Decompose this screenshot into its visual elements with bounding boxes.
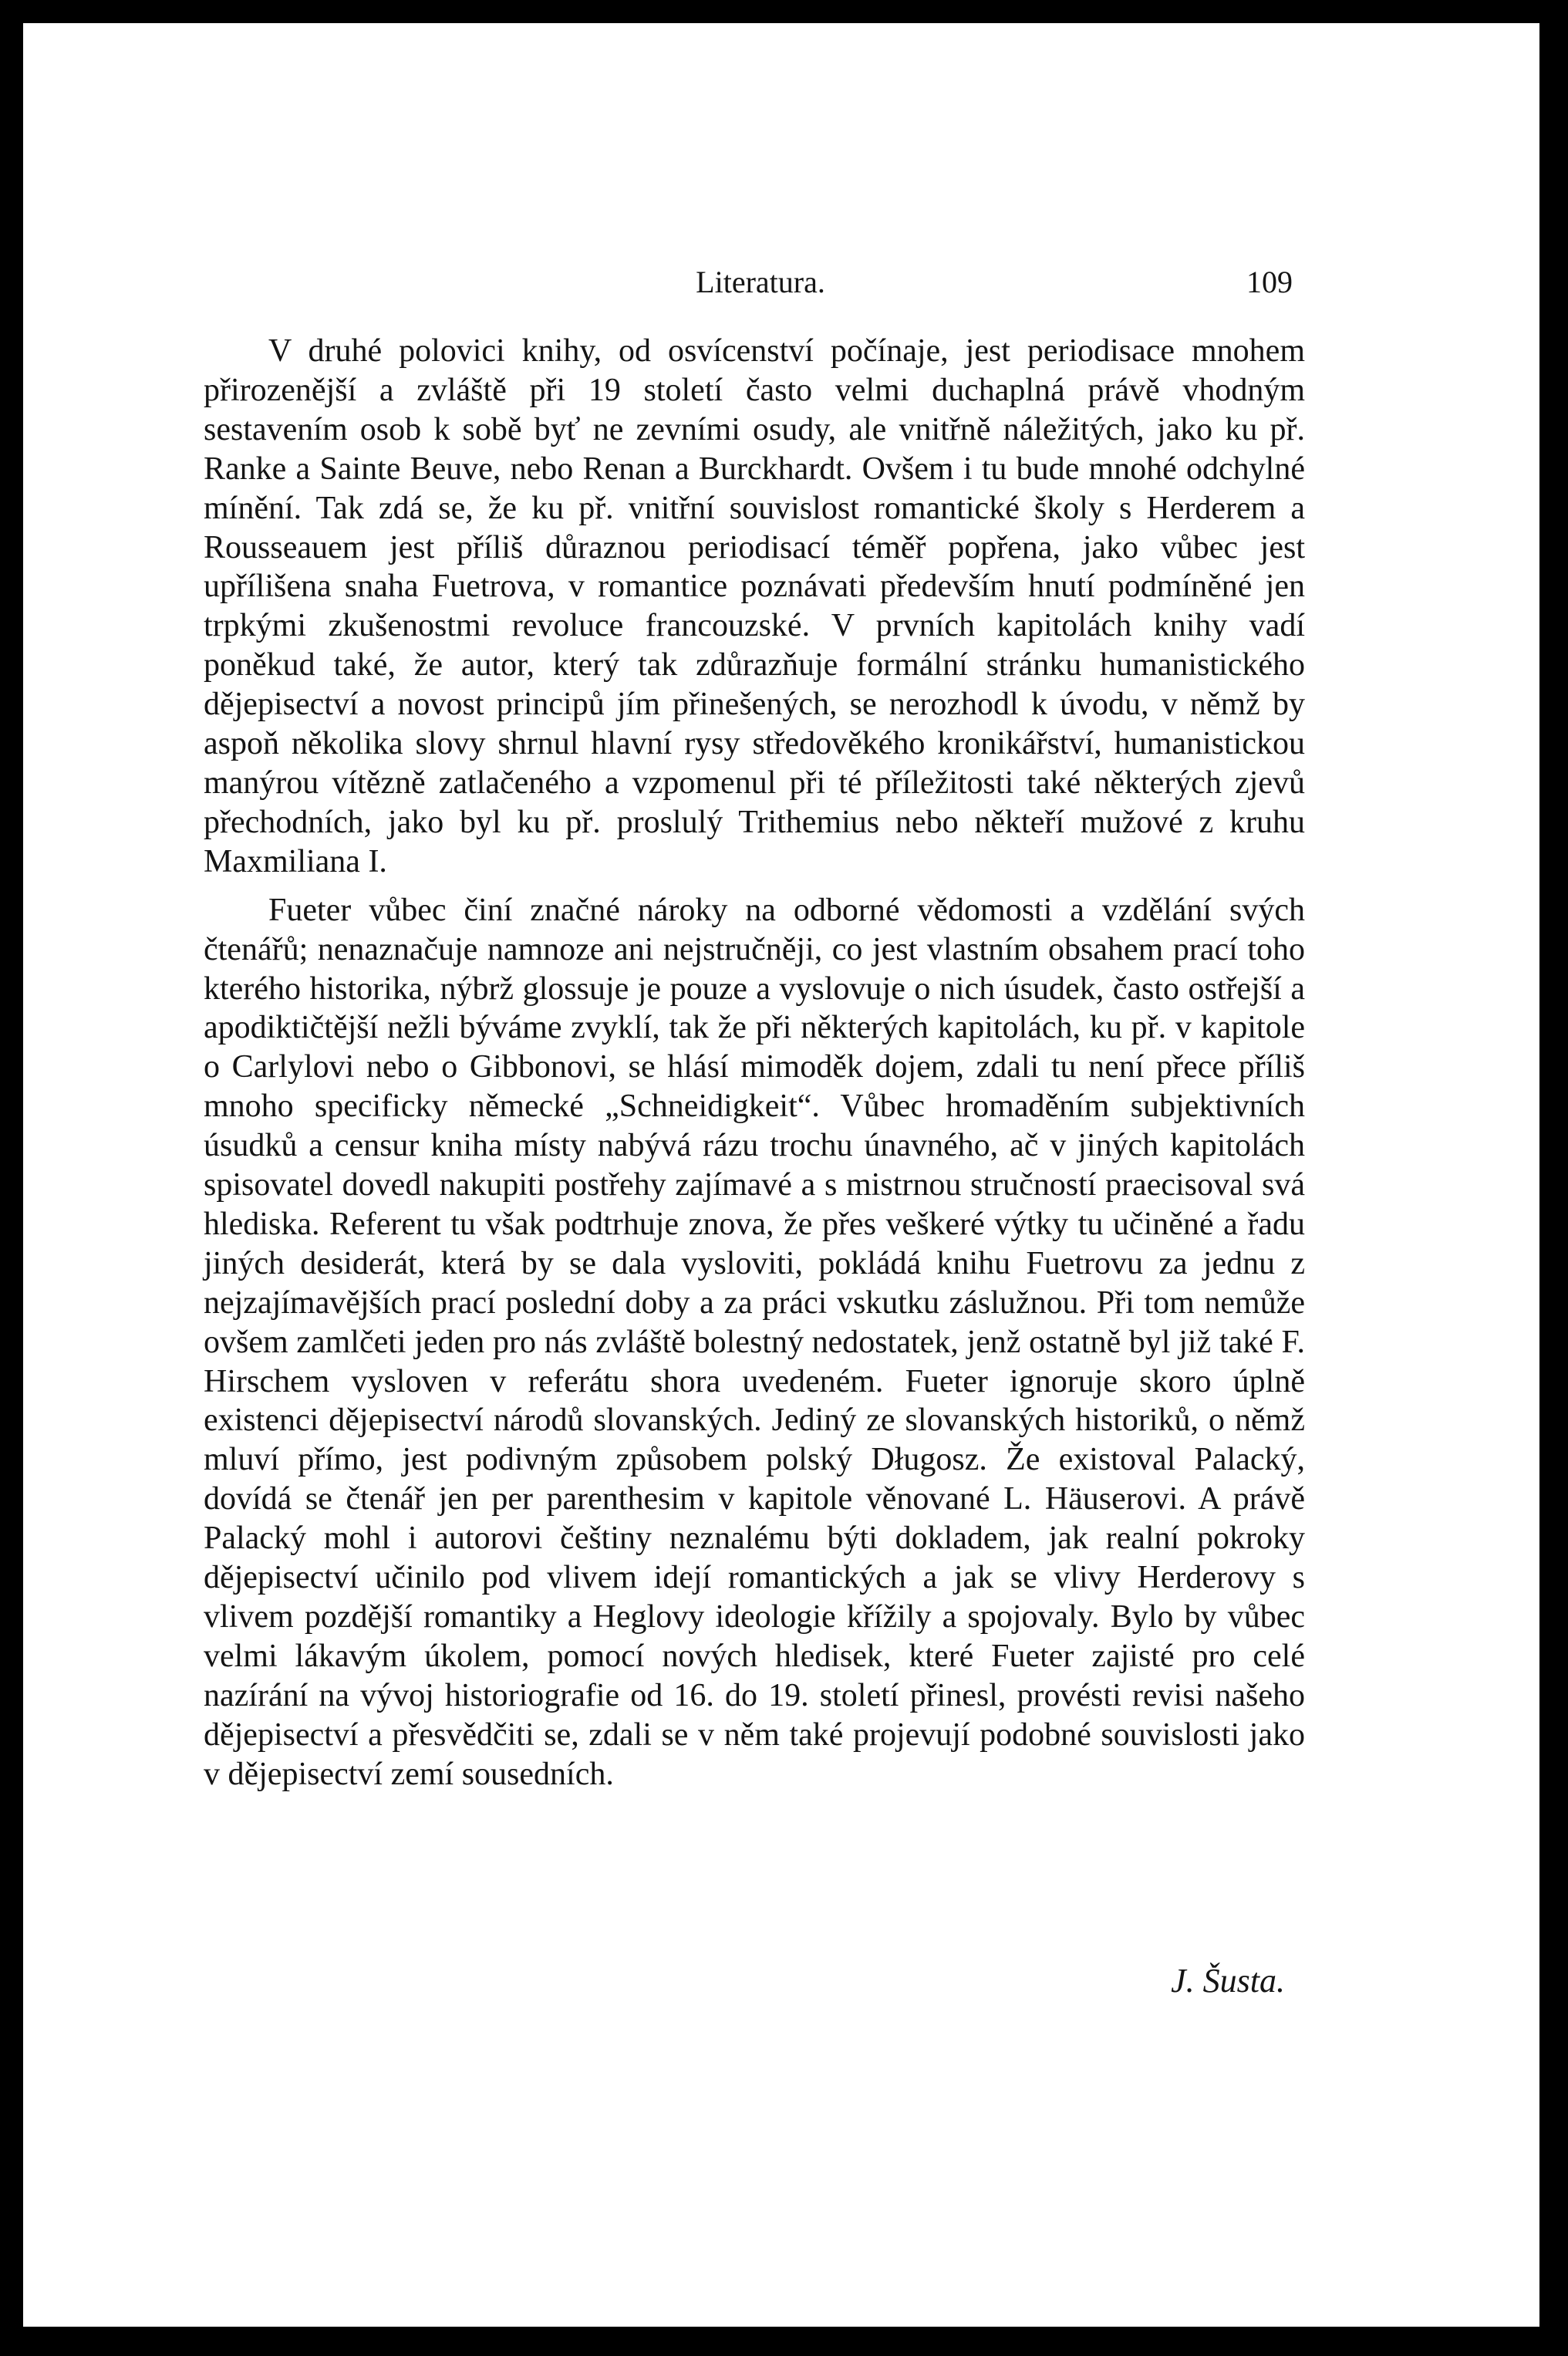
running-head: Literatura. [696, 265, 825, 299]
paragraph-2: Fueter vůbec činí značné nároky na odborné vědomosti a vzdělání svých čtenářů; nenaznačuje namnoze ani nejstručněji, co jest vlastním obsahem prací toho kterého historika, nýbrž glossuje je pouze a vyslovuje o nich úsudek, často ostřejší a apodiktičtější nežli býváme zvyklí, tak že při některých kapitolách, ku př. v kapitole o Carlylovi nebo o Gibbonovi, se hlásí mimoděk dojem, zdali tu není přece příliš mnoho specificky německé „Schneidigkeit“. Vůbec hromaděním subjektivních úsudků a censur kniha místy nabývá rázu trochu únavného, ač v jiných kapitolách spisovatel dovedl nakupiti postřehy zajímavé a s mistrnou stručností praecisoval svá hlediska. Referent tu však podtrhuje znova, že přes veškeré výtky tu učiněné a řadu jiných desiderát, která by se dala vysloviti, pokládá knihu Fuetrovu za jednu z nejzajímavějších prací poslední doby a za práci vskutku záslužnou. Při tom nemůže ovšem zamlčeti jeden pro nás zvláště bolestný nedostatek, jenž ostatně byl již také F. Hirschem vysloven v referátu shora uvedeném. Fueter ignoruje skoro úplně existenci dějepisectví národů slovanských. Jediný ze slovanských historiků, o němž mluví přímo, jest podivným způsobem polský Długosz. Že existoval Palacký, dovídá se čtenář jen per parenthesim v kapitole věnované L. Häuserovi. A právě Palacký mohl i autorovi češtiny neznalému býti dokladem, jak realní pokroky dějepisectví učinilo pod vlivem idejí romantických a jak se vlivy Herderovy s vlivem pozdější romantiky a Heglovy ideologie křížily a spojovaly. Bylo by vůbec velmi lákavým úkolem, pomocí nových hledisek, které Fueter zajisté pro celé nazírání na vývoj historiografie od 16. do 19. století přinesl, provésti revisi našeho dějepisectví a přesvědčiti se, zdali se v něm také projevují podobné souvislosti jako v dějepisectví zemí sousedních. [204, 892, 1305, 1792]
paragraph-1: V druhé polovici knihy, od osvícenství počínaje, jest periodisace mnohem přirozenější a zvláště při 19 století často velmi duchaplná právě vhodným sestavením osob k sobě byť ne zevními osudy, ale vnitřně náležitých, jako ku př. Ranke a Sainte Beuve, nebo Renan a Burckhardt. Ovšem i tu bude mnohé odchylné mínění. Tak zdá se, že ku př. vnitřní souvislost romantické školy s Herderem a Rousseauem jest příliš důraznou periodisací téměř popřena, jako vůbec jest upřílišena snaha Fuetrova, v romantice poznávati především hnutí podmíněné jen trpkými zkušenostmi revoluce francouzské. V prvních kapitolách knihy vadí poněkud také, že autor, který tak zdůrazňuje formální stránku humanistického dějepisectví a novost principů jím přinešených, se nerozhodl k úvodu, v němž by aspoň několika slovy shrnul hlavní rysy středověkého kronikářství, humanistickou manýrou vítězně zatlačeného a vzpomenul při té příležitosti také některých zjevů přechodních, jako byl ku př. proslulý Trithemius nebo někteří mužové z kruhu Maxmiliana I. [204, 333, 1305, 879]
page-header [221, 264, 1300, 310]
author-signature: J. Šusta. [1171, 1962, 1285, 2000]
body-text [204, 332, 1305, 1794]
page-number: 109 [1246, 265, 1293, 299]
document-page [23, 23, 1539, 2327]
